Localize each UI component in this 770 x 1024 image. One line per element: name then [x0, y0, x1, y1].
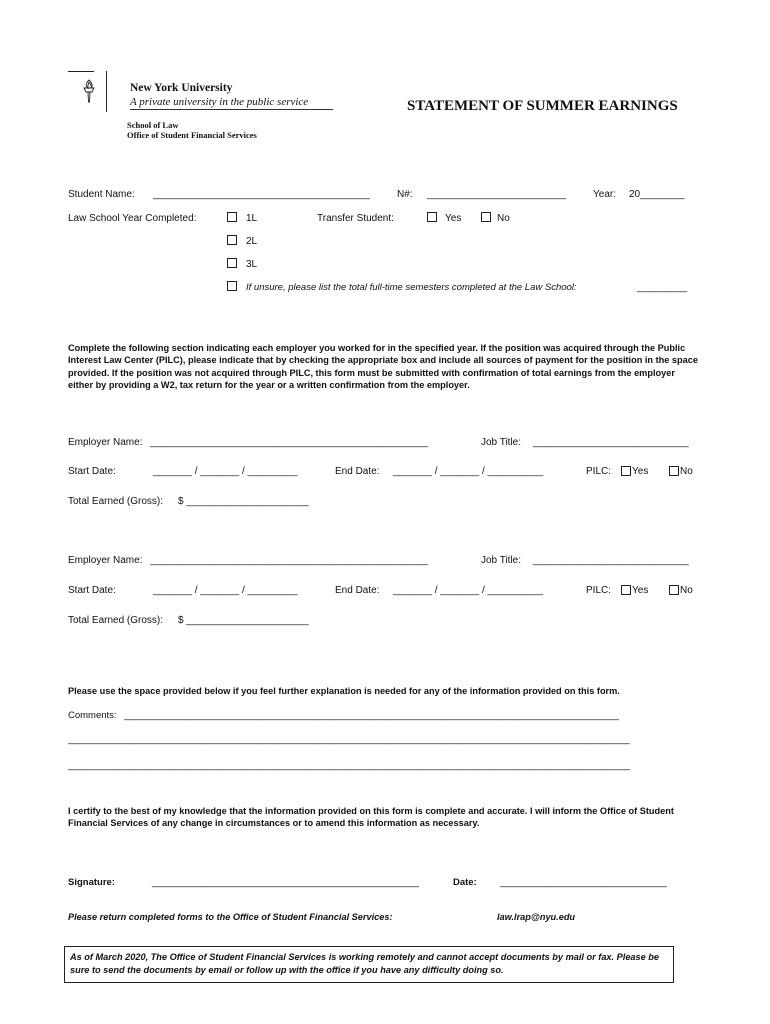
form-title: STATEMENT OF SUMMER EARNINGS [407, 98, 678, 114]
semesters-field[interactable]: _________ [637, 282, 688, 293]
student-name-field[interactable]: _______________________________________ [153, 189, 370, 200]
comments-field-line-1[interactable]: _________________________________________________________________________________________ [124, 710, 619, 721]
transfer-student-label: Transfer Student: [317, 213, 394, 224]
date-field[interactable]: ______________________________ [500, 877, 667, 888]
tagline-underline [130, 109, 333, 110]
employer-2-start-date-label: Start Date: [68, 585, 116, 596]
employer-1-start-date-label: Start Date: [68, 466, 116, 477]
law-year-label: Law School Year Completed: [68, 213, 197, 224]
checkbox-transfer-yes[interactable] [427, 212, 437, 222]
nyu-torch-logo-icon [80, 78, 98, 106]
checkbox-1l[interactable] [227, 212, 237, 222]
return-instructions: Please return completed forms to the Office of Student Financial Services: [68, 912, 393, 922]
employer-2-pilc-no-checkbox[interactable] [669, 585, 679, 595]
checkbox-transfer-no[interactable] [481, 212, 491, 222]
school-name: School of Law [127, 120, 179, 130]
employer-1-end-date-field[interactable]: _______ / _______ / __________ [393, 466, 544, 477]
employer-2-start-date-field[interactable]: _______ / _______ / _________ [153, 585, 298, 596]
explanation-prompt: Please use the space provided below if you feel further explanation is needed for any of the information provided on this form. [68, 686, 620, 696]
employer-2-earned-field[interactable]: $ ______________________ [178, 615, 309, 626]
employer-1-name-field[interactable]: __________________________________________________ [150, 437, 429, 448]
employer-1-end-date-label: End Date: [335, 466, 380, 477]
signature-field[interactable]: ________________________________________________ [152, 877, 419, 888]
year-label: Year: [593, 189, 616, 200]
year-field[interactable]: 20________ [629, 189, 685, 200]
n-number-field[interactable]: _________________________ [427, 189, 567, 200]
option-1l-label: 1L [246, 213, 258, 224]
employer-instructions: Complete the following section indicating each employer you worked for in the specified year. If the position was acquired through the Public Interest Law Center (PILC), please indicate that by checking the appropriate box and include all sources of payment for the position in the space provided. If the position was not acquired through PILC, this form must be submitted with confirmation of total earnings from the employer either by providing a W2, tax return for the year or a written confirmation from the employer. [68, 343, 698, 390]
transfer-no-label: No [497, 213, 510, 224]
employer-1-pilc-no-label: No [680, 466, 693, 477]
employer-2-pilc-no-label: No [680, 585, 693, 596]
employer-2-end-date-field[interactable]: _______ / _______ / __________ [393, 585, 544, 596]
checkbox-2l[interactable] [227, 235, 237, 245]
signature-label: Signature: [68, 877, 115, 888]
employer-1-earned-field[interactable]: $ ______________________ [178, 496, 309, 507]
option-2l-label: 2L [246, 236, 258, 247]
employer-2-name-label: Employer Name: [68, 555, 143, 566]
employer-2-end-date-label: End Date: [335, 585, 380, 596]
employer-2-earned-label: Total Earned (Gross): [68, 615, 164, 626]
certification-statement: I certify to the best of my knowledge that the information provided on this form is complete and accurate. I will inform the Office of Student Financial Services of any change in circumstances or to amend this information as necessary. [68, 806, 674, 829]
office-name: Office of Student Financial Services [127, 130, 257, 140]
university-name: New York University [130, 82, 233, 94]
employer-2-name-field[interactable]: __________________________________________________ [150, 555, 429, 566]
checkbox-3l[interactable] [227, 258, 237, 268]
unsure-text: If unsure, please list the total full-time semesters completed at the Law School: [246, 282, 577, 293]
employer-1-earned-label: Total Earned (Gross): [68, 496, 164, 507]
student-name-label: Student Name: [68, 189, 135, 200]
remote-notice-text: As of March 2020, The Office of Student Financial Services is working remotely and cannot accept documents by mail or fax. Please be sure to send the documents by email or follow up with the office if you have any difficulty doing so. [70, 952, 660, 975]
employer-2-pilc-yes-checkbox[interactable] [621, 585, 631, 595]
employer-2-pilc-yes-label: Yes [632, 585, 649, 596]
employer-1-job-title-label: Job Title: [481, 437, 522, 448]
remote-notice-box [64, 946, 674, 983]
logo-frame-side [106, 71, 107, 112]
university-tagline: A private university in the public service [130, 96, 309, 108]
comments-field-line-2[interactable]: _____________________________________________________________________________________________________ [68, 734, 630, 745]
date-label: Date: [453, 877, 477, 888]
employer-2-job-title-label: Job Title: [481, 555, 522, 566]
logo-frame-top [68, 71, 94, 72]
comments-field-line-3[interactable]: _____________________________________________________________________________________________________ [68, 760, 630, 771]
employer-1-pilc-yes-checkbox[interactable] [621, 466, 631, 476]
employer-1-start-date-field[interactable]: _______ / _______ / _________ [153, 466, 298, 477]
comments-label: Comments: [68, 710, 117, 721]
employer-2-pilc-label: PILC: [586, 585, 612, 596]
return-email[interactable]: law.lrap@nyu.edu [497, 912, 576, 922]
employer-2-job-title-field[interactable]: ____________________________ [533, 555, 689, 566]
transfer-yes-label: Yes [445, 213, 462, 224]
employer-1-pilc-label: PILC: [586, 466, 612, 477]
employer-1-pilc-yes-label: Yes [632, 466, 649, 477]
employer-1-pilc-no-checkbox[interactable] [669, 466, 679, 476]
option-3l-label: 3L [246, 259, 258, 270]
employer-1-job-title-field[interactable]: ____________________________ [533, 437, 689, 448]
employer-1-name-label: Employer Name: [68, 437, 143, 448]
checkbox-unsure[interactable] [227, 281, 237, 291]
n-number-label: N#: [397, 189, 413, 200]
